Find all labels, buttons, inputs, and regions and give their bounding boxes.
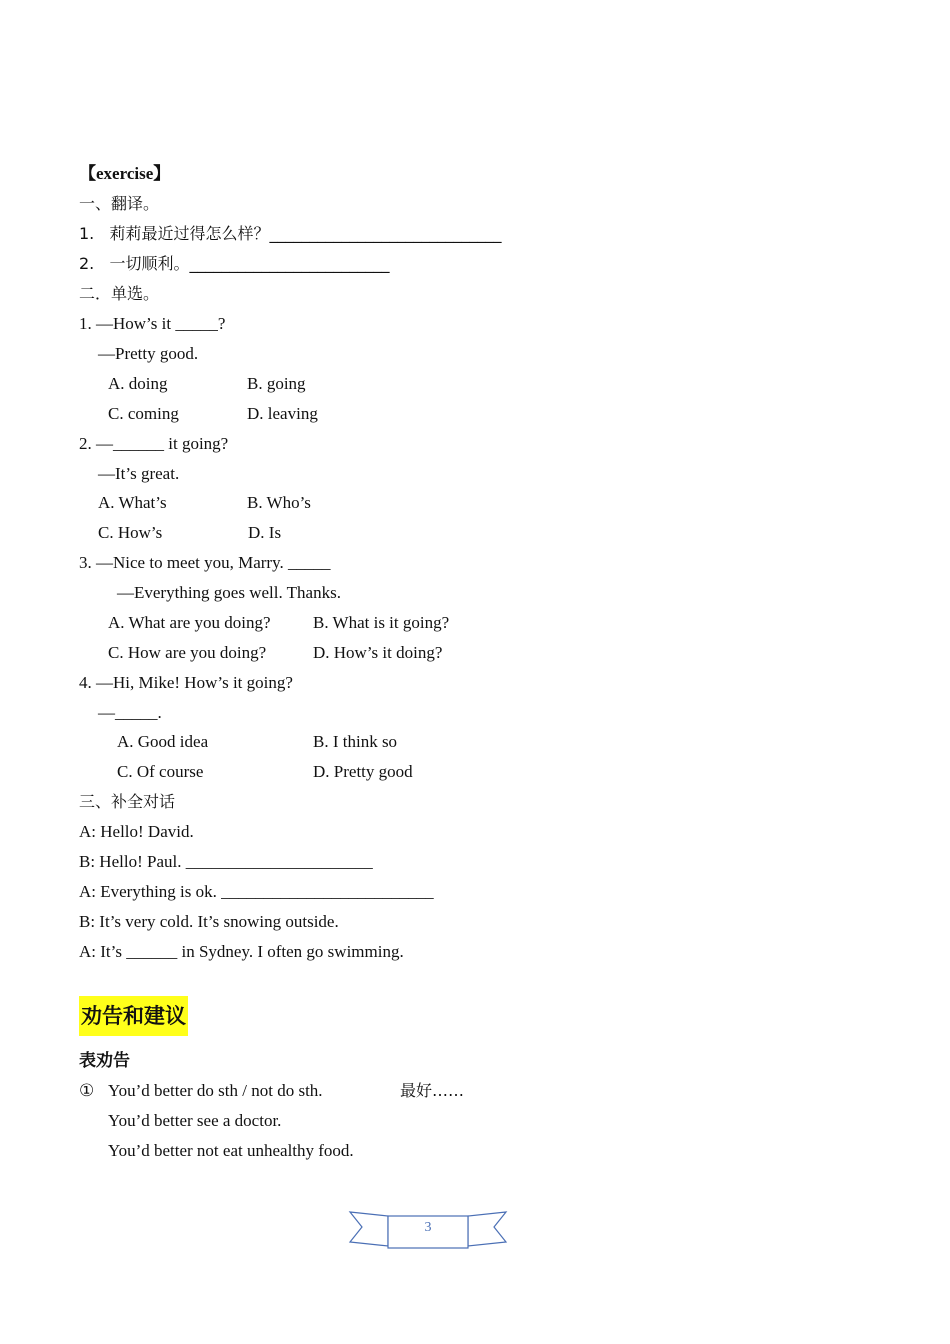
q4-option-b: B. I think so <box>313 732 398 751</box>
q1-stem: 1. —How’s it _____? <box>79 314 226 333</box>
q4-option-d: D. Pretty good <box>313 762 413 781</box>
q2-answer: —It’s great. <box>98 464 180 483</box>
q3-stem: 3. —Nice to meet you, Marry. _____ <box>79 553 331 572</box>
q3-option-d: D. How’s it doing? <box>313 643 443 662</box>
dialogue-line-1: A: Hello! David. <box>79 822 194 841</box>
q1-option-d: D. leaving <box>247 404 318 423</box>
exercise-title: 【exercise】 <box>79 164 171 183</box>
translation-item-2: 2. 一切顺利。_________________________ <box>79 254 390 273</box>
advice-sub-heading: 表劝告 <box>79 1051 130 1071</box>
advice-heading: 劝告和建议 <box>79 996 188 1036</box>
q4-option-c: C. Of course <box>117 762 204 781</box>
advice-pattern: You’d better do sth / not do sth. <box>108 1081 323 1100</box>
section3-title: 三、补全对话 <box>79 792 176 811</box>
page-footer <box>348 1206 508 1252</box>
q3-option-a: A. What are you doing? <box>108 613 271 632</box>
q2-option-c: C. How’s <box>98 523 163 542</box>
dialogue-line-2: B: Hello! Paul. ______________________ <box>79 852 373 871</box>
section1-title: 一、翻译。 <box>79 194 160 213</box>
q3-answer: —Everything goes well. Thanks. <box>117 583 341 602</box>
q4-option-a: A. Good idea <box>117 732 209 751</box>
advice-meaning: 最好…… <box>400 1081 465 1100</box>
q2-option-a: A. What’s <box>98 493 167 512</box>
advice-example-2: You’d better not eat unhealthy food. <box>108 1141 354 1160</box>
q4-answer: —_____. <box>98 703 162 722</box>
advice-item-marker: ① <box>79 1081 95 1100</box>
q3-option-c: C. How are you doing? <box>108 643 267 662</box>
q2-option-d: D. Is <box>248 523 282 542</box>
q1-answer: —Pretty good. <box>98 344 199 363</box>
section2-title: 二．单选。 <box>79 284 160 303</box>
dialogue-line-3: A: Everything is ok. _________________________ <box>79 882 434 901</box>
dialogue-line-4: B: It’s very cold. It’s snowing outside. <box>79 912 339 931</box>
q1-option-c: C. coming <box>108 404 179 423</box>
q1-option-b: B. going <box>247 374 306 393</box>
q2-option-b: B. Who’s <box>247 493 311 512</box>
advice-example-1: You’d better see a doctor. <box>108 1111 282 1130</box>
q1-option-a: A. doing <box>108 374 168 393</box>
dialogue-line-5: A: It’s ______ in Sydney. I often go swimming. <box>79 942 404 961</box>
translation-item-1: 1. 莉莉最近过得怎么样？_____________________________ <box>79 224 502 243</box>
q3-option-b: B. What is it going? <box>313 613 450 632</box>
q2-stem: 2. —______ it going? <box>79 434 229 453</box>
page-number: 3 <box>424 1220 432 1235</box>
q4-stem: 4. —Hi, Mike! How’s it going? <box>79 673 293 692</box>
